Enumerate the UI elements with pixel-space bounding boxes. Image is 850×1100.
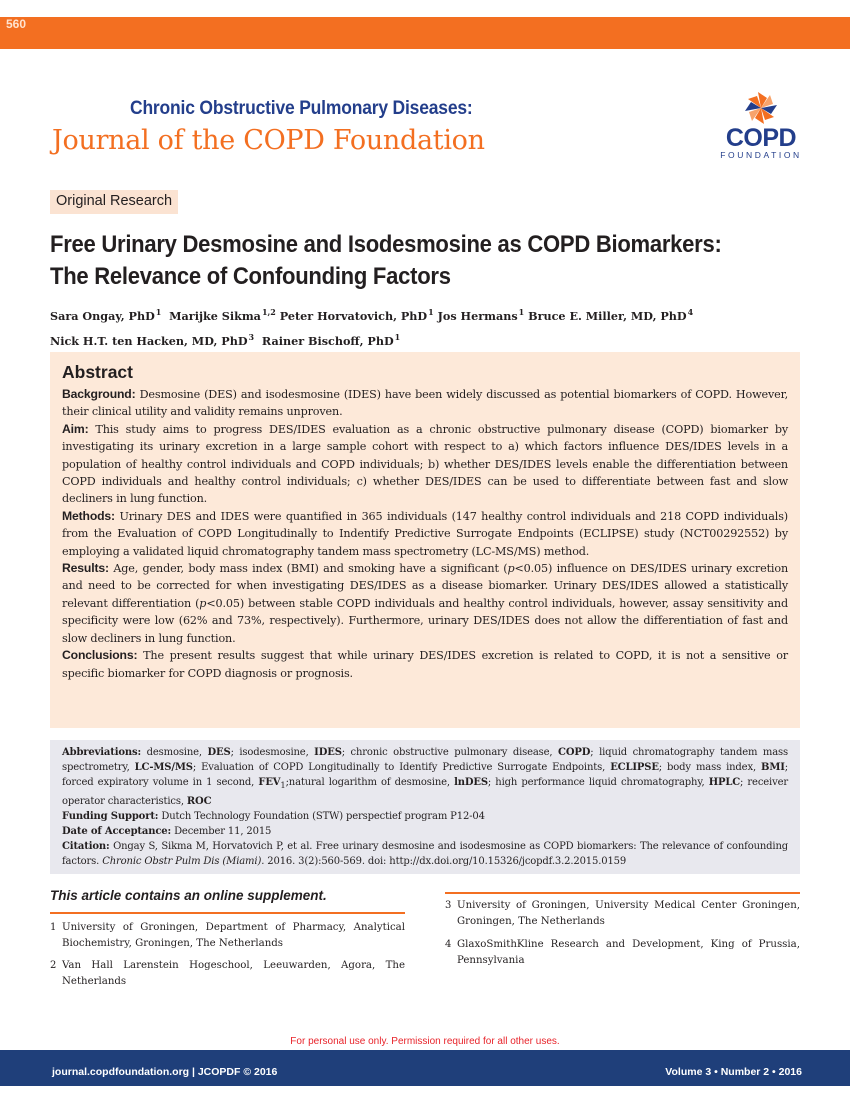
conclusions-label: Conclusions: [62,648,138,663]
abbreviation-term: ECLIPSE [610,762,659,774]
funding-text: Dutch Technology Foundation (STW) perspectief program P12-04 [161,810,485,822]
affiliation-item [445,937,800,968]
abstract-aim [62,421,788,508]
article-title-line1: Free Urinary Desmosine and Isodesmosine as COPD Biomarkers: [50,231,722,258]
author-affiliation: 4 [687,307,694,317]
logo-subtext: FOUNDATION [720,150,802,160]
abbreviations-list [62,747,788,807]
citation-journal: Chronic Obstr Pulm Dis (Miami). [102,856,265,868]
affiliation-item [50,920,405,951]
abbreviation-term: lnDES [454,777,488,789]
author-name: Jos Hermans [437,309,518,323]
affiliation-text: University of Groningen, University Medical Center Groningen, Groningen, The Netherlands [457,900,800,927]
footer-journal-url: journal.copdfoundation.org | JCOPDF © 2016 [52,1066,278,1078]
article-title [50,229,734,293]
author-name: Nick H.T. ten Hacken, MD, PhD [50,334,248,348]
abstract-conclusions [62,647,788,682]
methods-text: Urinary DES and IDES were quantified in 365 individuals (147 healthy control individuals and 218 COPD individuals) from the Evaluation of COPD Longitudinally to Indentify Predictive Surrogate Endpoints (ECLIPSE) study (NCT00292552) by employing a validated liquid chromatography tandem mass spectrometry (LC-MS/MS) method. [62,509,788,558]
affiliation-text: University of Groningen, Department of Pharmacy, Analytical Biochemistry, Groningen, The Netherlands [62,922,405,949]
author-affiliation: 1 [394,332,401,342]
background-text: Desmosine (DES) and isodesmosine (IDES) have been widely discussed as potential biomarkers of COPD. However, their clinical utility and validity remains unproven. [62,388,789,419]
logo-wordmark: COPD [725,124,797,152]
author-name: Marijke Sikma [169,309,261,323]
abstract-methods [62,508,788,560]
results-text-3: <0.05) between stable COPD individuals and healthy control individuals, however, assay sensitivity and specificity were low (62% and 73%, respectively). Furthermore, urinary DES/IDES does not allow the differentiation of fast and slow decliners in lung function. [62,596,788,645]
affiliation-text: GlaxoSmithKline Research and Development, King of Prussia, Pennsylvania [457,939,800,966]
abstract-results [62,560,788,647]
affiliation-number: 3 [445,900,452,911]
divider [445,892,800,894]
abstract-box [50,352,800,728]
abbreviations [62,745,788,809]
results-p-symbol: p [507,562,515,576]
results-p-symbol: p [199,596,207,610]
aim-text: This study aims to progress DES/IDES evaluation as a chronic obstructive pulmonary disease (COPD) biomarker by investigating its urinary excretion in a large sample cohort with respect to a) which factors influence DES/IDES levels in a population of healthy control individuals and COPD individuals; b) whether DES/IDES levels enable the differentiation between COPD individuals and healthy control individuals; c) whether DES/IDES can be used to differentiate between fast and slow decliners in lung function. [62,422,789,506]
citation [62,839,788,869]
permission-note: For personal use only. Permission required for all other uses. [290,1036,560,1047]
aim-label: Aim: [62,421,89,436]
abbreviation-definition: ; receiver operator characteristics, [62,777,788,807]
abbreviation-term: BMI [761,762,785,774]
results-text-2: <0.05) influence on DES/IDES urinary excretion and need to be corrected for when investigating DES/IDES as a disease biomarker. Urinary DES/IDES allowed a statistically relevant differentiation ( [62,562,788,610]
article-info-box [50,740,800,874]
author-affiliation: 3 [248,332,255,342]
affiliation-item [50,958,405,989]
abbreviation-definition: ; Evaluation of COPD Longitudinally to Identify Predictive Surrogate Endpoints, [192,762,611,774]
affiliation-text: Van Hall Larenstein Hogeschool, Leeuwarden, Agora, The Netherlands [62,960,405,987]
abbreviation-definition: ; isodesmosine, [230,747,315,758]
funding-label: Funding Support: [62,810,159,822]
affiliation-number: 4 [445,939,452,950]
abbreviation-term: ROC [186,795,212,807]
header-bar [0,17,850,49]
funding [62,809,788,824]
results-text-1: Age, gender, body mass index (BMI) and smoking have a significant ( [113,562,508,576]
author-affiliation: 1 [155,307,162,317]
acceptance-label: Date of Acceptance: [62,826,172,838]
results-label: Results: [62,561,109,576]
journal-title: Journal of the COPD Foundation [52,125,485,156]
journal-subtitle: Chronic Obstructive Pulmonary Diseases: [130,98,473,119]
abstract-background [62,386,788,421]
author-affiliation: 1,2 [261,307,276,317]
author-name: Sara Ongay, PhD [50,309,155,323]
affiliation-item [445,898,800,929]
abbreviation-definition: ; liquid chromatography tandem mass spectrometry, [62,747,788,774]
methods-label: Methods: [62,508,115,523]
citation-label: Citation: [62,841,110,853]
author-list [50,302,810,352]
article-title-line2: The Relevance of Confounding Factors [50,263,451,290]
online-supplement-note: This article contains an online supplement. [50,888,327,903]
citation-text: Ongay S, Sikma M, Horvatovich P, et al. Free urinary desmosine and isodesmosine as COPD biomarkers: The relevance of confounding factors. [62,841,788,868]
abbreviation-definition: ;natural logarithm of desmosine, [285,777,455,789]
abstract-heading: Abstract [62,362,133,382]
author-affiliation: 1 [428,307,434,317]
divider [50,912,405,914]
acceptance-date: December 11, 2015 [174,826,272,838]
conclusions-text: The present results suggest that while urinary DES/IDES excretion is related to COPD, it is not a sensitive or specific biomarker for COPD diagnosis or prognosis. [62,649,789,680]
abbreviation-definition: ; chronic obstructive pulmonary disease, [341,747,559,758]
author-affiliation: 1 [518,307,525,317]
abbreviation-subscript: 1 [280,780,286,791]
abbreviation-term: COPD [558,747,591,758]
affiliation-number: 1 [50,922,57,933]
affiliation-number: 2 [50,960,57,971]
page-number: 560 [6,17,27,31]
abbreviation-term: FEV [258,777,281,789]
author-name: Peter Horvatovich, PhD [279,309,428,323]
footer-volume-info: Volume 3 • Number 2 • 2016 [665,1066,802,1078]
abbreviation-term: HPLC [708,777,741,789]
abbreviation-definition: desmosine, [146,747,208,758]
article-type-tag: Original Research [50,190,178,214]
citation-doi: 2016. 3(2):560-569. doi: http://dx.doi.org/10.15326/jcopdf.3.2.2015.0159 [264,856,627,868]
abbreviations-label: Abbreviations: [62,747,142,758]
date-of-acceptance [62,824,788,839]
abbreviation-definition: ; forced expiratory volume in 1 second, [62,762,788,789]
abbreviation-definition: ; high performance liquid chromatography, [487,777,709,789]
abbreviation-term: IDES [314,747,342,758]
abbreviation-definition: ; body mass index, [658,762,762,774]
abbreviation-term: DES [207,747,231,758]
abbreviation-term: LC-MS/MS [134,762,193,774]
author-name: Rainer Bischoff, PhD [261,334,394,348]
author-name: Bruce E. Miller, MD, PhD [528,309,687,323]
background-label: Background: [62,387,136,401]
